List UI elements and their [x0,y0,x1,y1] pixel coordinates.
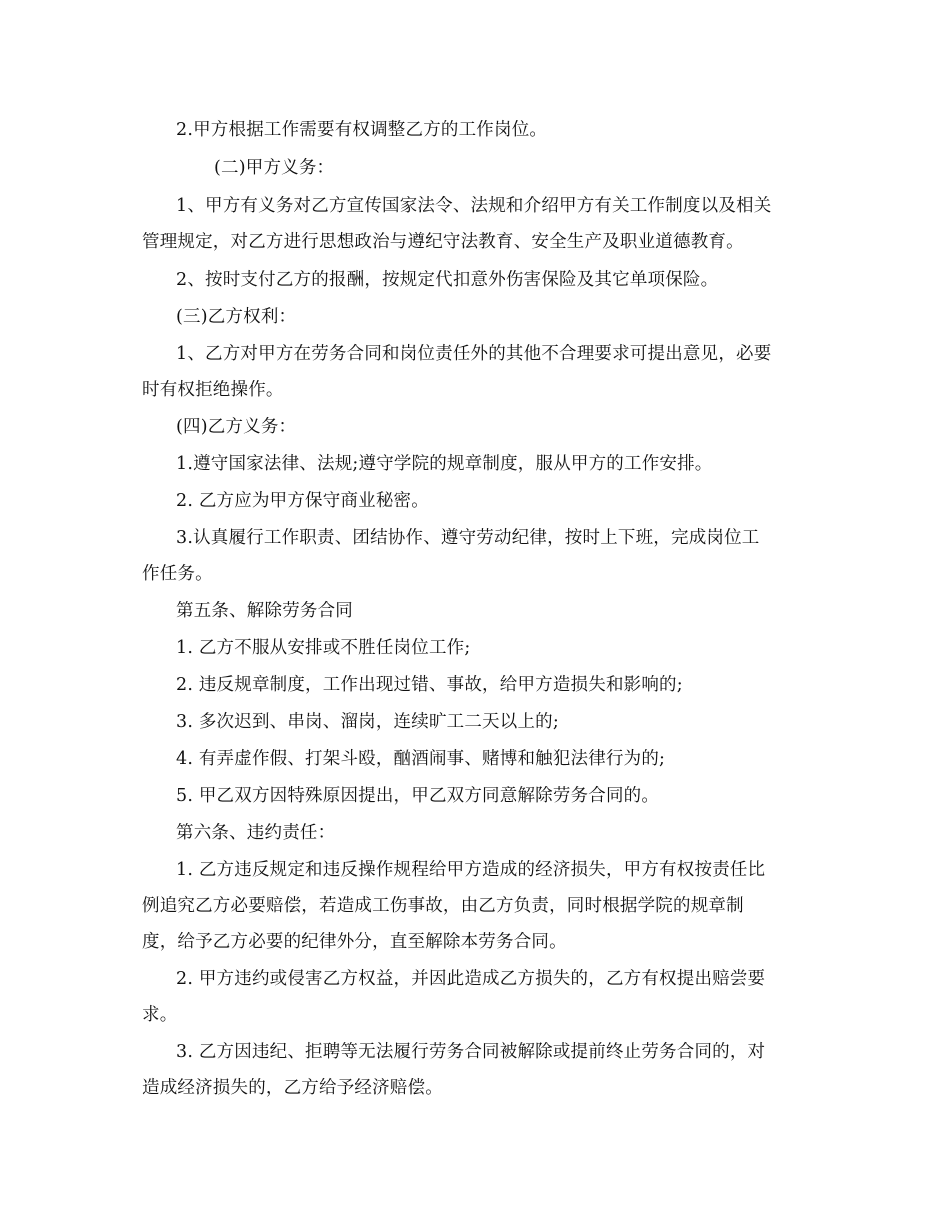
text-line: 3. 多次迟到、串岗、溜岗，连续旷工二天以上的; [176,712,559,732]
text-line: 作任务。 [142,564,213,584]
text-line: 求。 [142,1005,178,1025]
text-line: 1、乙方对甲方在劳务合同和岗位责任外的其他不合理要求可提出意见，必要 [176,344,772,364]
text-line: 1.遵守国家法律、法规;遵守学院的规章制度，服从甲方的工作安排。 [176,454,713,474]
text-line: 例追究乙方必要赔偿，若造成工伤事故，由乙方负责，同时根据学院的规章制 [142,896,744,916]
text-line: 2. 甲方违约或侵害乙方权益，并因此造成乙方损失的，乙方有权提出赔尝要 [176,969,766,989]
text-line: 2. 违反规章制度，工作出现过错、事故，给甲方造损失和影响的; [176,675,683,695]
text-line: 2. 乙方应为甲方保守商业秘密。 [176,491,429,511]
text-line: 2、按时支付乙方的报酬，按规定代扣意外伤害保险及其它单项保险。 [176,270,719,290]
text-line: 1. 乙方违反规定和违反操作规程给甲方造成的经济损失，甲方有权按责任比 [176,860,766,880]
text-line: 3.认真履行工作职责、团结协作、遵守劳动纪律，按时上下班，完成岗位工 [176,528,760,548]
text-line: 3. 乙方因违纪、拒聘等无法履行劳务合同被解除或提前终止劳务合同的，对 [176,1042,766,1062]
text-line: 时有权拒绝操作。 [142,380,284,400]
section-heading: (二)甲方义务： [214,158,335,178]
text-line: 管理规定，对乙方进行思想政治与遵纪守法教育、安全生产及职业道德教育。 [142,232,744,252]
section-heading: (三)乙方权利： [176,307,297,327]
text-line: 4. 有弄虚作假、打架斗殴，酗酒闹事、赌博和触犯法律行为的; [176,749,666,769]
text-line: 1. 乙方不服从安排或不胜任岗位工作; [176,638,471,658]
text-line: 2.甲方根据工作需要有权调整乙方的工作岗位。 [176,120,548,140]
text-line: 度，给予乙方必要的纪律外分，直至解除本劳务合同。 [142,932,567,952]
text-line: 5. 甲乙双方因特殊原因提出，甲乙双方同意解除劳务合同的。 [176,786,660,806]
article-heading: 第六条、违约责任： [176,823,336,843]
text-line: 造成经济损失的，乙方给予经济赔偿。 [142,1078,443,1098]
article-heading: 第五条、解除劳务合同 [176,601,353,621]
section-heading: (四)乙方义务： [176,417,297,437]
text-line: 1、甲方有义务对乙方宣传国家法令、法规和介绍甲方有关工作制度以及相关 [176,196,772,216]
